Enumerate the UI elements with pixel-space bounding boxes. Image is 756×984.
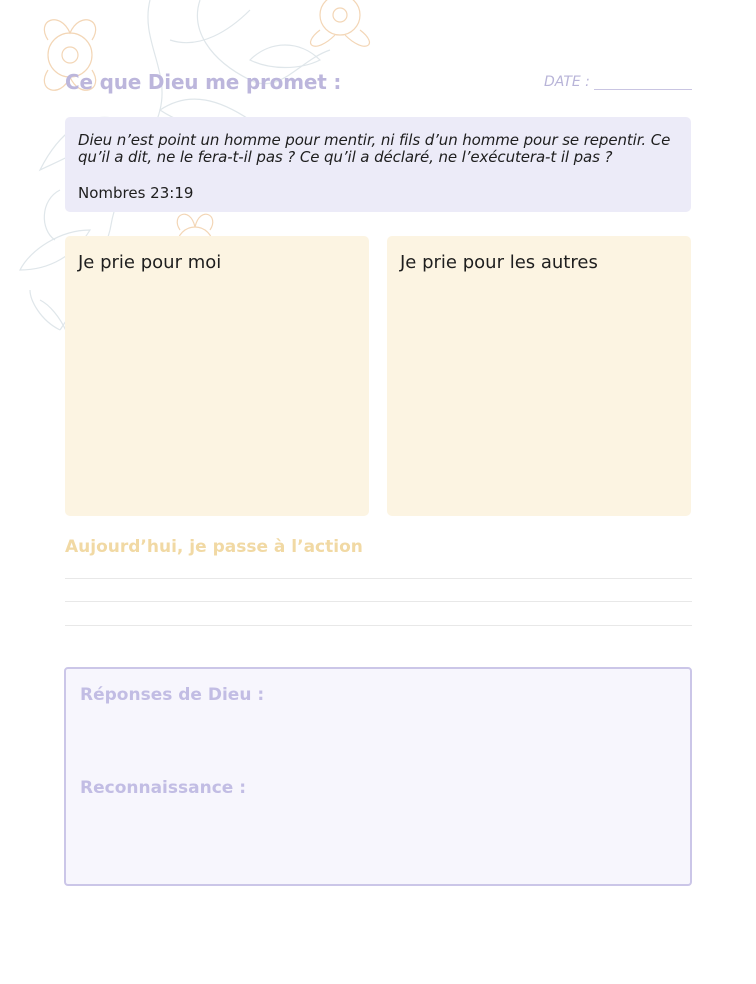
- date-field[interactable]: [544, 74, 692, 92]
- pray-for-others-box[interactable]: [387, 236, 691, 516]
- gratitude-label: Reconnaissance :: [80, 778, 247, 798]
- date-label: DATE :: [544, 74, 590, 90]
- date-line[interactable]: [594, 89, 692, 90]
- action-line-2[interactable]: [65, 601, 692, 602]
- answers-box[interactable]: [64, 667, 692, 886]
- action-line-3[interactable]: [65, 625, 692, 626]
- pray-for-me-title: Je prie pour moi: [78, 252, 222, 273]
- page-title: Ce que Dieu me promet :: [65, 70, 342, 94]
- action-line-1[interactable]: [65, 578, 692, 579]
- action-title: Aujourd’hui, je passe à l’action: [65, 537, 363, 557]
- gods-answers-label: Réponses de Dieu :: [80, 685, 265, 705]
- pray-for-others-title: Je prie pour les autres: [400, 252, 598, 273]
- verse-text: Dieu n’est point un homme pour mentir, ni fils d’un homme pour se repentir. Ce qu’il a dit, ne le fera-t-il pas ? Ce qu’il a déclaré, ne l’exécutera-t il pas ?: [78, 131, 671, 166]
- pray-for-me-box[interactable]: [65, 236, 369, 516]
- promise-box: [65, 117, 691, 212]
- verse-reference: Nombres 23:19: [78, 184, 194, 202]
